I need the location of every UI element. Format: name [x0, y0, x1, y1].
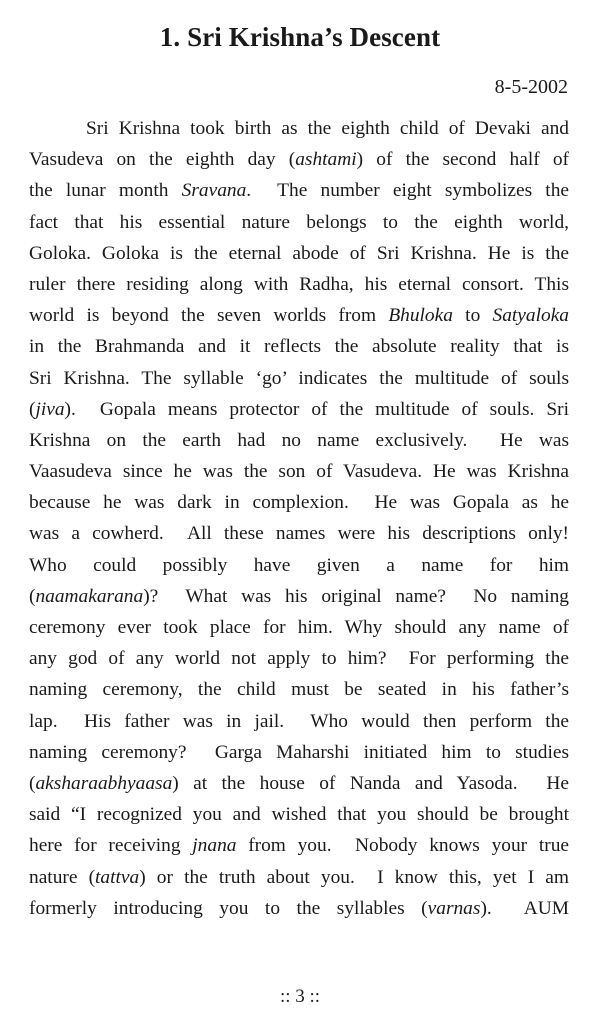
chapter-title: 1. Sri Krishna’s Descent	[159, 22, 441, 52]
text-segment: Goloka. Goloka is the eternal abode of Sri Krishna. He is the	[29, 242, 569, 264]
italic-term: jnana	[192, 835, 237, 857]
text-segment: naming ceremony, the child must be seated in his father’s	[29, 679, 569, 701]
italic-term: ashtami	[295, 149, 357, 171]
text-line	[29, 269, 569, 300]
italic-term: Bhuloka	[388, 305, 453, 327]
text-line	[29, 113, 569, 144]
text-line	[29, 612, 569, 643]
text-line	[29, 674, 569, 705]
text-line	[29, 487, 569, 518]
italic-term: aksharaabhyaasa	[35, 772, 173, 794]
date-label: 8-5-2002	[494, 76, 568, 98]
body-text	[29, 113, 569, 924]
text-segment: fact that his essential nature belongs to the eighth world,	[29, 211, 569, 233]
text-line	[29, 207, 569, 238]
text-line	[29, 862, 569, 893]
text-segment: lap. His father was in jail. Who would then perform the	[29, 710, 569, 732]
text-segment: ) or the truth about you. I know this, yet I am	[139, 866, 569, 888]
text-line	[29, 300, 569, 331]
text-segment: in the Brahmanda and it reflects the absolute reality that is	[29, 336, 569, 358]
text-line	[29, 830, 569, 861]
text-segment: Krishna on the earth had no name exclusively. He was	[29, 429, 569, 451]
text-line	[29, 456, 569, 487]
text-segment: )? What was his original name? No naming	[143, 585, 569, 607]
text-segment: ). Gopala means protector of the multitude of souls. Sri	[64, 398, 569, 420]
text-segment: here for receiving	[29, 835, 193, 857]
text-line	[29, 893, 569, 924]
text-line	[29, 175, 569, 206]
text-segment: ). AUM	[480, 897, 569, 919]
text-segment: . The number eight symbolizes the	[246, 180, 569, 202]
text-segment: naming ceremony? Garga Maharshi initiated him to studies	[29, 741, 569, 763]
text-line	[29, 144, 569, 175]
text-line	[29, 238, 569, 269]
text-segment: ruler there residing along with Radha, his eternal consort. This	[29, 273, 569, 295]
text-segment: to	[452, 305, 493, 327]
italic-term: tattva	[95, 866, 140, 888]
text-line	[29, 581, 569, 612]
text-segment: Sri Krishna took birth as the eighth child of Devaki and	[86, 118, 569, 139]
text-line	[29, 518, 569, 549]
text-line	[29, 363, 569, 394]
text-segment: Sri Krishna. The syllable ‘go’ indicates the multitude of souls	[29, 367, 569, 389]
text-line	[29, 550, 569, 581]
italic-term: Sravana	[181, 180, 247, 202]
text-segment: (	[29, 585, 36, 607]
text-segment: world is beyond the seven worlds from	[29, 305, 389, 327]
text-segment: Vaasudeva since he was the son of Vasudeva. He was Krishna	[29, 461, 569, 483]
text-segment: ceremony ever took place for him. Why should any name of	[29, 617, 569, 638]
page-number: :: 3 ::	[279, 986, 321, 1007]
italic-term: varnas	[427, 897, 481, 919]
text-segment: from you. Nobody knows your true	[236, 835, 569, 857]
text-line	[29, 768, 569, 799]
text-segment: the lunar month	[29, 180, 182, 202]
text-segment: (	[29, 398, 36, 420]
text-line	[29, 706, 569, 737]
text-line	[29, 643, 569, 674]
text-segment: ) at the house of Nanda and Yasoda. He	[172, 772, 569, 794]
italic-term: jiva	[35, 398, 65, 420]
text-segment: Who could possibly have given a name for him	[29, 554, 569, 576]
text-line	[29, 737, 569, 768]
text-segment: said “I recognized you and wished that you should be brought	[29, 804, 569, 826]
text-line	[29, 799, 569, 830]
text-segment: formerly introducing you to the syllables (	[29, 897, 428, 919]
text-segment: was a cowherd. All these names were his descriptions only!	[29, 523, 569, 545]
text-line	[29, 331, 569, 362]
text-segment: Vasudeva on the eighth day (	[29, 149, 296, 171]
text-segment: ) of the second half of	[356, 149, 569, 171]
text-segment: nature (	[29, 866, 96, 888]
text-line	[29, 425, 569, 456]
italic-term: Satyaloka	[492, 305, 569, 327]
italic-term: naamakarana	[35, 585, 144, 607]
text-segment: (	[29, 772, 36, 794]
text-segment: because he was dark in complexion. He was Gopala as he	[29, 492, 569, 514]
text-segment: any god of any world not apply to him? For performing the	[29, 648, 569, 670]
text-line	[29, 394, 569, 425]
